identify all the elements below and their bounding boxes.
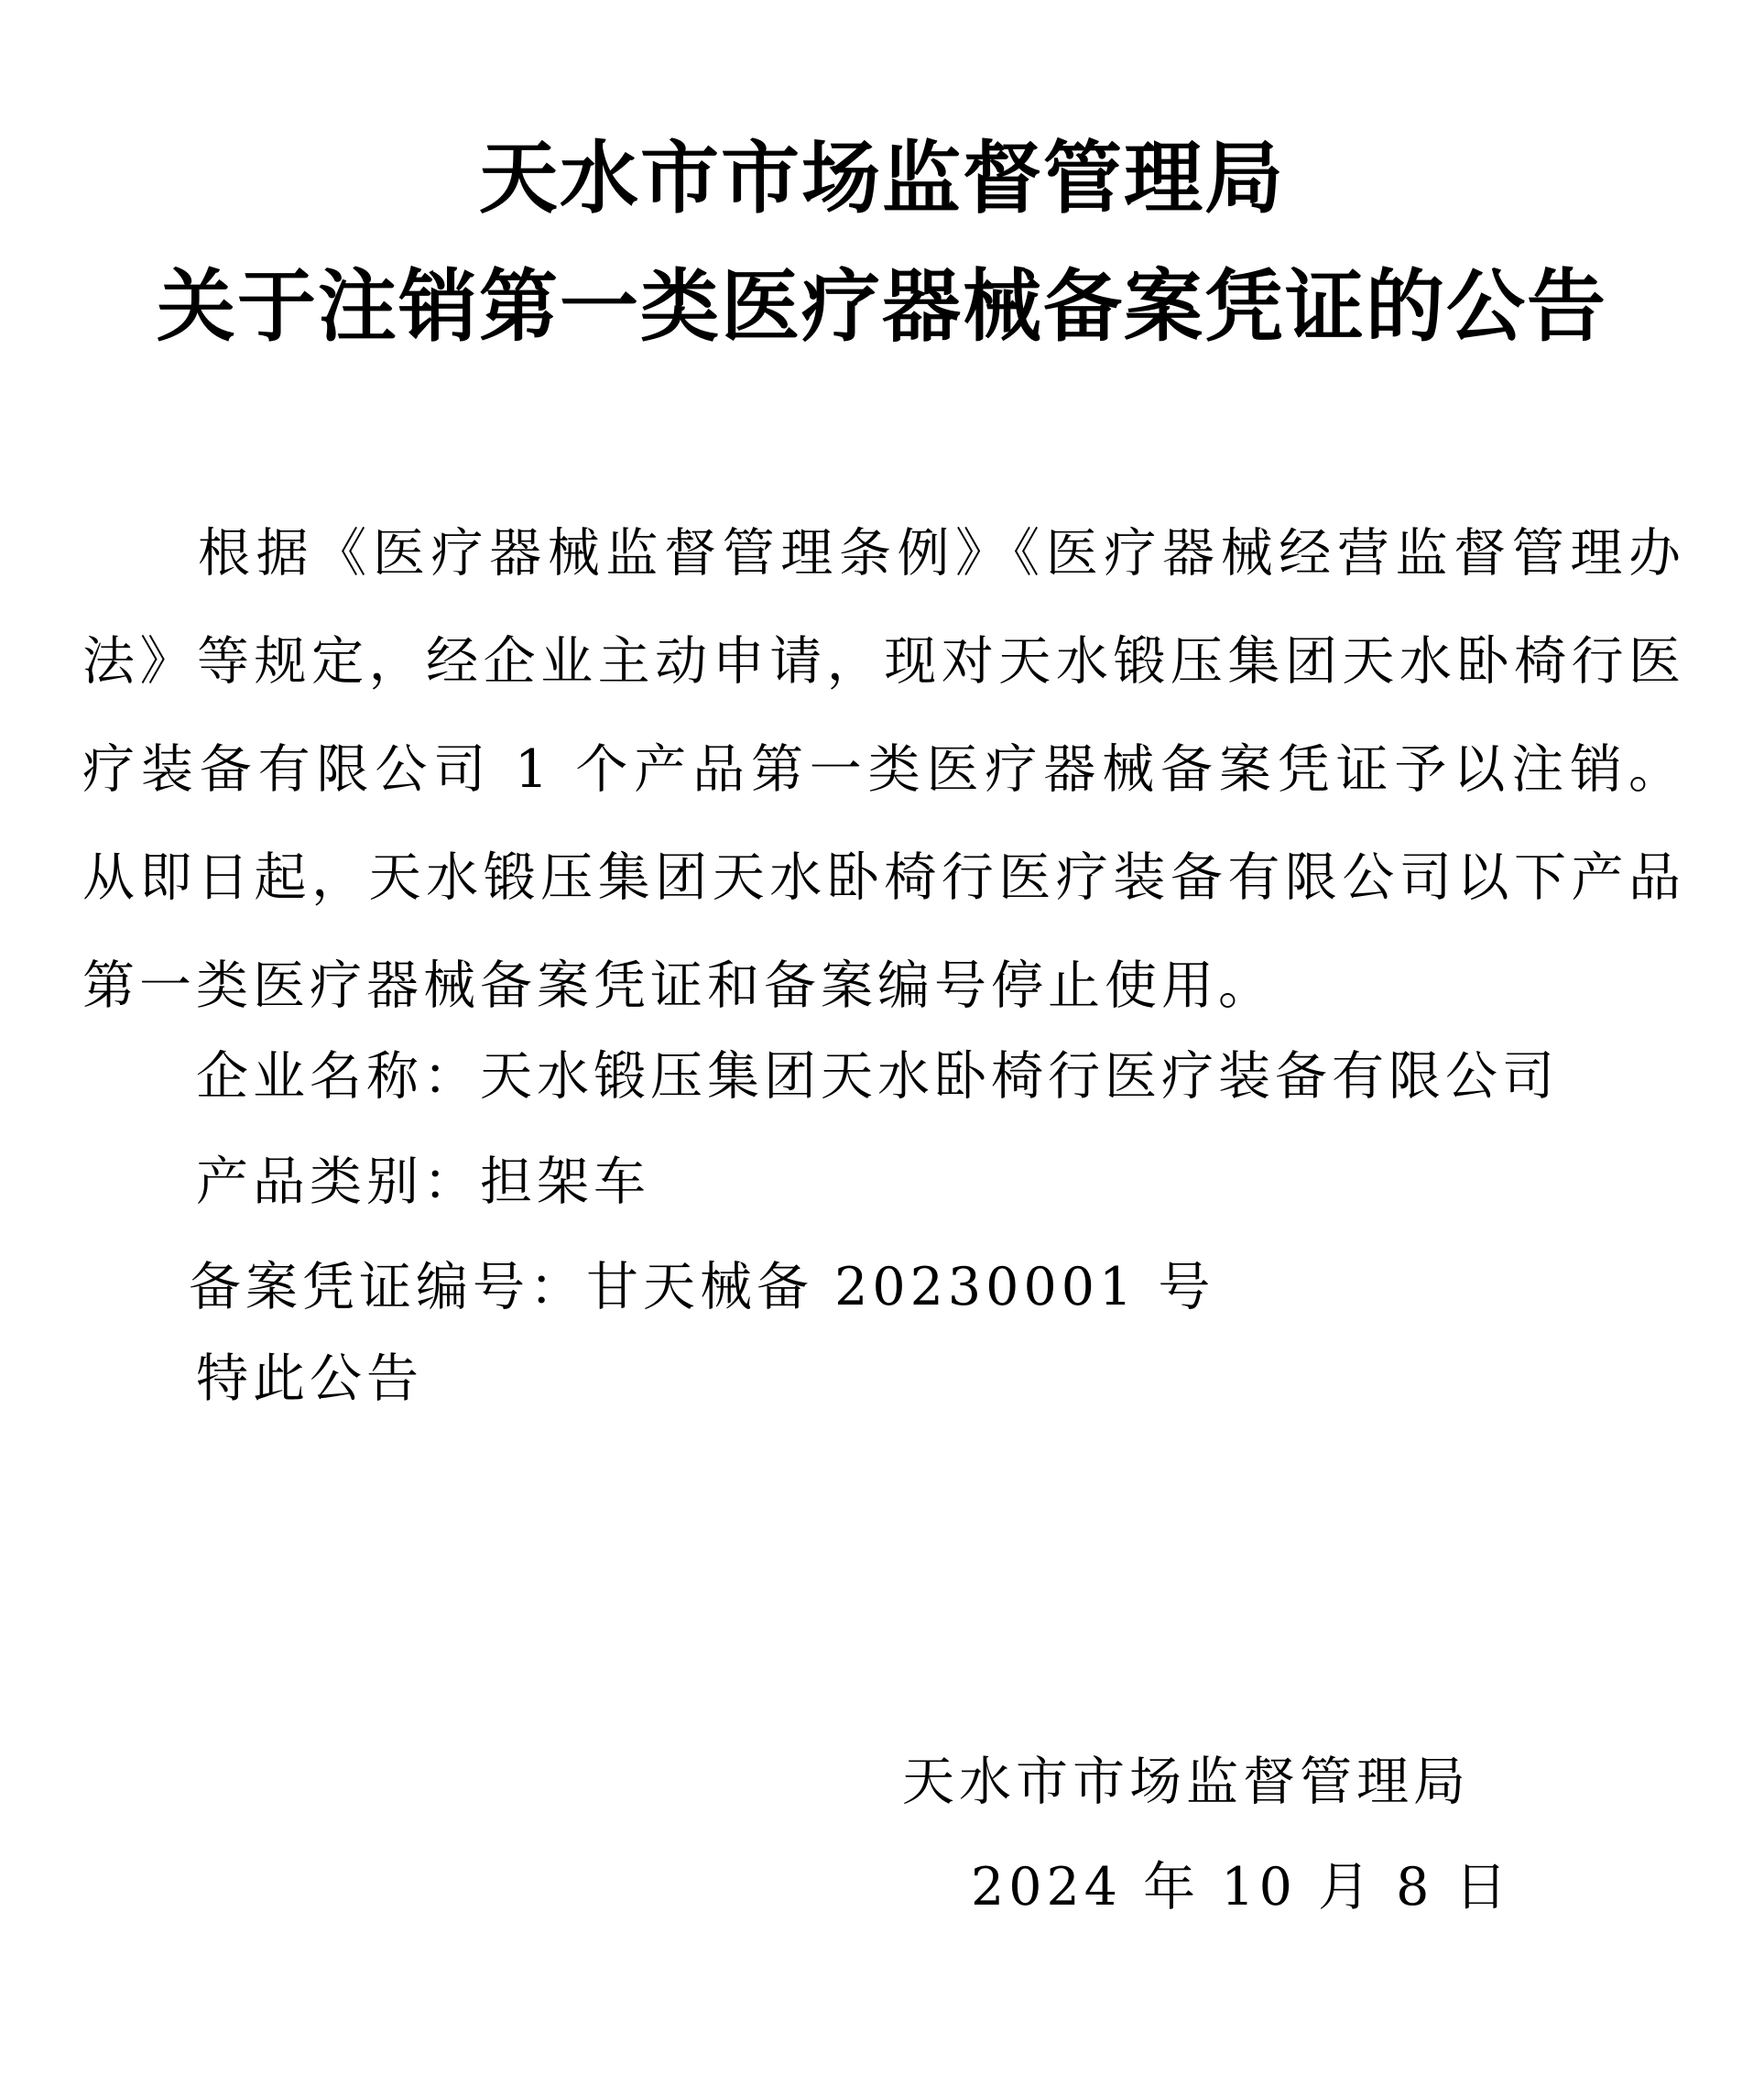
issuing-authority-signature: 天水市市场监督管理局: [902, 1752, 1470, 1812]
announcement-title-line-2: 关于注销第一类医疗器械备案凭证的公告: [157, 260, 1607, 353]
issue-date: 2024 年 10 月 8 日: [971, 1857, 1512, 1917]
closing-statement: 特此公告: [196, 1349, 423, 1409]
company-name-field: 企业名称：天水锻压集团天水卧椅行医疗装备有限公司: [196, 1046, 1559, 1107]
record-number-field: 备案凭证编号：甘天械备 20230001 号: [189, 1257, 1215, 1317]
announcement-body-paragraph: 根据《医疗器械监督管理条例》《医疗器械经营监督管理办法》等规定，经企业主动申请，现对天水锻压集团天水卧椅行医疗装备有限公司 1 个产品第一类医疗器械备案凭证予以注销。从即日起，天水锻压集团天水卧椅行医疗装备有限公司以下产品第一类医疗器械备案凭证和备案编号停止使用。: [82, 523, 1685, 1016]
product-category-field: 产品类别：担架车: [196, 1152, 650, 1212]
announcement-title-line-1: 天水市市场监督管理局: [479, 132, 1285, 224]
